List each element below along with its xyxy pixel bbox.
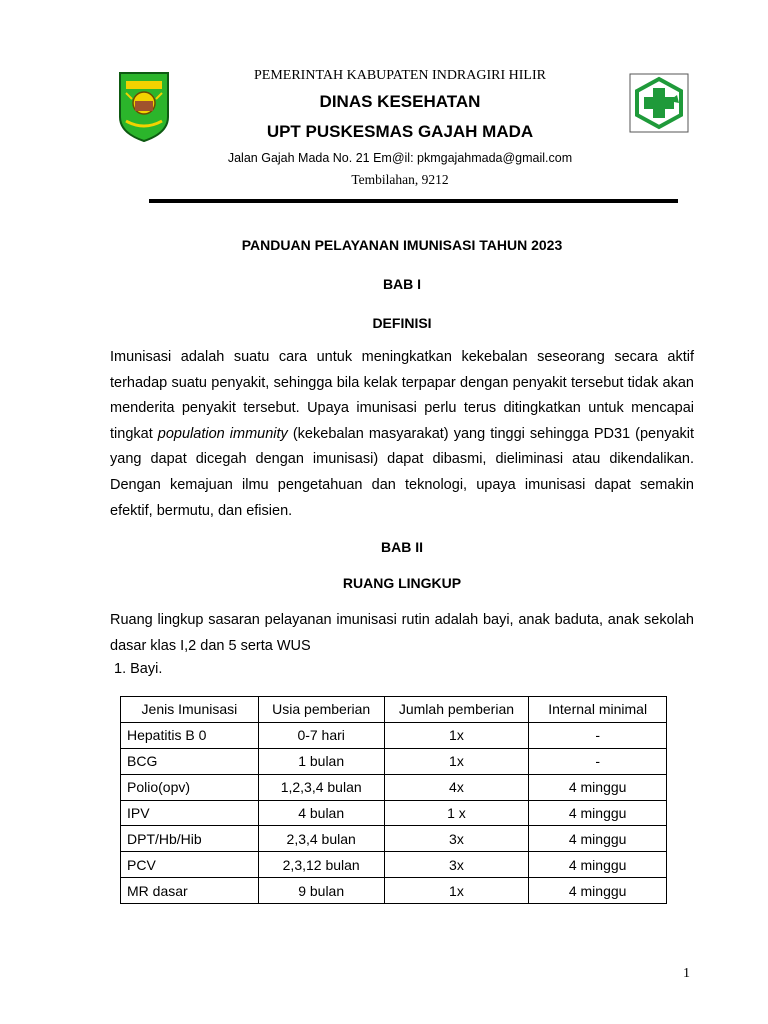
immunization-schedule-table xyxy=(120,696,667,904)
table-cell: 4 minggu xyxy=(529,826,667,852)
letterhead-institution: UPT PUSKESMAS GAJAH MADA xyxy=(266,122,534,141)
table-cell: 3x xyxy=(384,852,529,878)
list-item-bayi: 1. Bayi. xyxy=(114,661,163,677)
paragraph-text: (kekebalan masyarakat) yang tinggi sehingga PD31 (penyakit yang dapat dicegah dengan imunisasi) dapat dibasmi, dieliminasi atau dikendalikan. Dengan kemajuan ilmu pengetahuan dan teknologi, upaya imunisasi dapat semakin efektif, bermutu, dan efisien. xyxy=(110,425,695,519)
table-cell: 1x xyxy=(384,748,529,774)
table-row xyxy=(121,774,667,800)
table-cell: 2,3,4 bulan xyxy=(258,826,384,852)
chapter-1-title: DEFINISI xyxy=(372,315,432,331)
paragraph-text: Imunisasi adalah suatu cara untuk meningkatkan kekebalan seseorang secara aktif terhadap suatu penyakit, sehingga bila kelak terpapar dengan penyakit tersebut tidak akan menderita penyakit tersebut. Upaya imunisasi perlu terus ditingkatkan untuk mencapai tingkat xyxy=(110,349,694,442)
letterhead-government: PEMERINTAH KABUPATEN INDRAGIRI HILIR xyxy=(254,68,546,83)
letterhead-divider xyxy=(149,199,678,203)
chapter-2-number: BAB II xyxy=(381,539,423,555)
table-row xyxy=(121,826,667,852)
table-row xyxy=(121,800,667,826)
chapter-2-title: RUANG LINGKUP xyxy=(342,575,462,591)
chapter-1-paragraph xyxy=(110,345,694,524)
table-cell: 0-7 hari xyxy=(258,722,384,748)
table-cell: 4x xyxy=(384,774,529,800)
table-cell: Hepatitis B 0 xyxy=(121,722,259,748)
column-header: Jenis Imunisasi xyxy=(121,697,259,723)
table-cell: 9 bulan xyxy=(258,878,384,904)
table-cell: 4 minggu xyxy=(529,800,667,826)
table-cell: 4 minggu xyxy=(529,878,667,904)
table-row xyxy=(121,878,667,904)
table-row xyxy=(121,852,667,878)
table-row xyxy=(121,722,667,748)
table-cell: 1x xyxy=(384,878,529,904)
table-cell: 4 bulan xyxy=(258,800,384,826)
table-cell: DPT/Hb/Hib xyxy=(121,826,259,852)
letterhead-agency: DINAS KESEHATAN xyxy=(319,92,481,111)
document-title: PANDUAN PELAYANAN IMUNISASI TAHUN 2023 xyxy=(241,237,563,253)
table-cell: - xyxy=(529,748,667,774)
column-header: Internal minimal xyxy=(529,697,667,723)
table-cell: Polio(opv) xyxy=(121,774,259,800)
table-cell: 1x xyxy=(384,722,529,748)
table-cell: MR dasar xyxy=(121,878,259,904)
letterhead-city: Tembilahan, 9212 xyxy=(351,172,449,187)
table-row xyxy=(121,748,667,774)
table-cell: PCV xyxy=(121,852,259,878)
column-header: Usia pemberian xyxy=(258,697,384,723)
column-header: Jumlah pemberian xyxy=(384,697,529,723)
chapter-1-number: BAB I xyxy=(382,276,422,292)
table-cell: 4 minggu xyxy=(529,774,667,800)
table-cell: 4 minggu xyxy=(529,852,667,878)
table-cell: 1,2,3,4 bulan xyxy=(258,774,384,800)
paragraph-italic-term: population immunity xyxy=(157,425,288,442)
table-cell: 2,3,12 bulan xyxy=(258,852,384,878)
table-cell: IPV xyxy=(121,800,259,826)
page-number: 1 xyxy=(683,966,690,981)
table-header-row xyxy=(121,697,667,723)
table-cell: 1 x xyxy=(384,800,529,826)
table-cell: BCG xyxy=(121,748,259,774)
chapter-2-paragraph: Ruang lingkup sasaran pelayanan imunisasi rutin adalah bayi, anak baduta, anak sekolah dasar klas I,2 dan 5 serta WUS xyxy=(110,612,694,654)
table-cell: 1 bulan xyxy=(258,748,384,774)
table-cell: - xyxy=(529,722,667,748)
letterhead-address: Jalan Gajah Mada No. 21 Em@il: pkmgajahmada@gmail.com xyxy=(227,151,573,165)
table-cell: 3x xyxy=(384,826,529,852)
